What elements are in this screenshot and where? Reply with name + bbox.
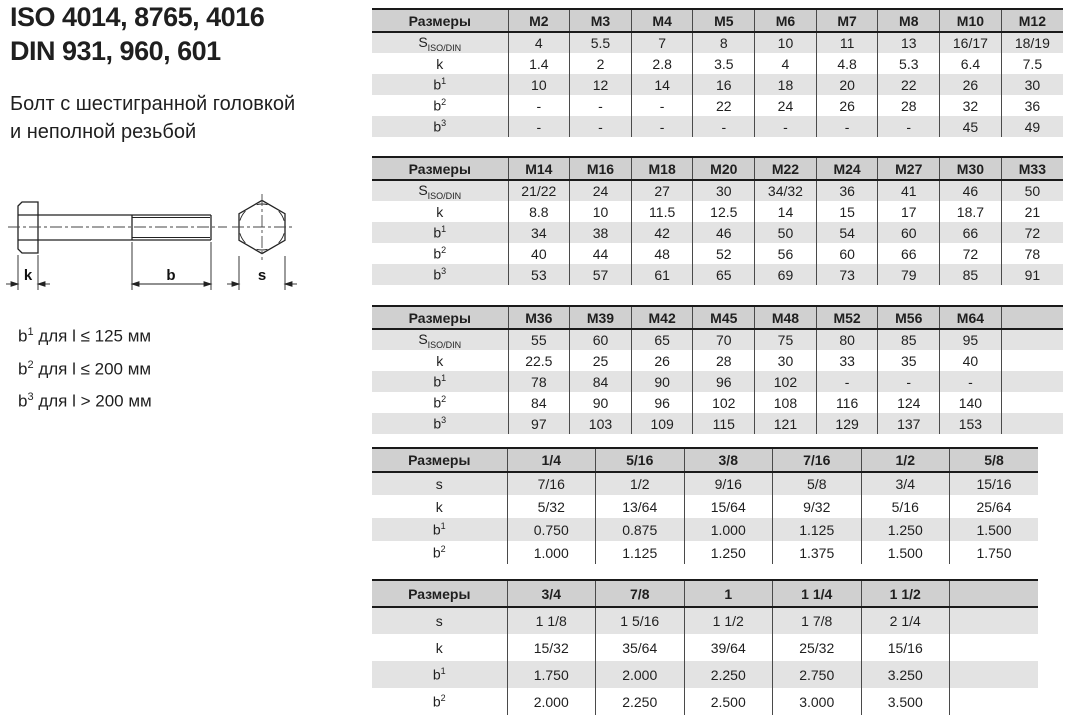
- value-cell: -: [570, 95, 632, 116]
- value-cell: 36: [816, 180, 878, 201]
- dimension-row-k: [372, 495, 1038, 518]
- dimension-row-k: [372, 350, 1063, 371]
- value-cell: 4: [755, 53, 817, 74]
- size-header-M45: M45: [693, 306, 755, 329]
- size-header-M64: M64: [940, 306, 1002, 329]
- value-cell: 15/64: [684, 495, 773, 518]
- value-cell: 116: [816, 392, 878, 413]
- row-label-cell: $b^3$: [372, 264, 508, 285]
- value-cell: 102: [755, 371, 817, 392]
- value-cell: 25/64: [950, 495, 1039, 518]
- value-cell: -: [570, 116, 632, 137]
- value-cell: -: [631, 116, 693, 137]
- value-cell: 2.000: [507, 688, 596, 715]
- size-header-5-8: 5/8: [950, 448, 1039, 472]
- value-cell: 1.750: [507, 661, 596, 688]
- value-cell: 1.375: [773, 541, 862, 564]
- value-cell: 14: [755, 201, 817, 222]
- size-header-1-2: 1/2: [861, 448, 950, 472]
- row-label-cell: k: [436, 55, 444, 72]
- row-label-cell: s: [372, 472, 507, 495]
- size-header-M2: M2: [508, 9, 570, 32]
- value-cell: 72: [940, 243, 1002, 264]
- value-cell: 103: [570, 413, 632, 434]
- value-cell: 60: [816, 243, 878, 264]
- value-cell: 115: [693, 413, 755, 434]
- value-cell: 1 5/16: [596, 607, 685, 634]
- value-cell: 50: [755, 222, 817, 243]
- value-cell: [950, 607, 1039, 634]
- size-header-M8: M8: [878, 9, 940, 32]
- value-cell: 4: [508, 32, 570, 53]
- value-cell: 46: [940, 180, 1002, 201]
- value-cell: 61: [631, 264, 693, 285]
- size-header-1-4: 1/4: [507, 448, 596, 472]
- value-cell: 140: [940, 392, 1002, 413]
- value-cell: 102: [693, 392, 755, 413]
- value-cell: -: [940, 371, 1002, 392]
- value-cell: 18.7: [940, 201, 1002, 222]
- value-cell: 109: [631, 413, 693, 434]
- dimension-row-b3: [372, 413, 1063, 434]
- value-cell: 78: [508, 371, 570, 392]
- value-cell: 153: [940, 413, 1002, 434]
- subtitle-line-2: и неполной резьбой: [10, 121, 197, 143]
- value-cell: -: [878, 116, 940, 137]
- value-cell: 13: [878, 32, 940, 53]
- row-label-cell: k: [435, 639, 443, 656]
- size-header-M22: M22: [755, 157, 817, 180]
- row-label-cell: $b^2$: [432, 693, 446, 710]
- table-metric-m36-m64: [372, 305, 1063, 434]
- bolt-technical-drawing: [5, 186, 325, 301]
- size-header-M6: M6: [755, 9, 817, 32]
- header-label-cell: Размеры: [372, 306, 508, 329]
- subtitle: [10, 90, 295, 146]
- value-cell: 121: [755, 413, 817, 434]
- row-label-cell: $b^2$: [433, 245, 447, 262]
- dimension-row-b1: [372, 518, 1038, 541]
- value-cell: -: [816, 371, 878, 392]
- value-cell: 53: [508, 264, 570, 285]
- row-label-cell: $b^3$: [372, 413, 508, 434]
- value-cell: 15/32: [507, 634, 596, 661]
- note-b3: $b^3$ для l > 200 мм: [18, 391, 152, 411]
- value-cell: 30: [755, 350, 817, 371]
- value-cell: [950, 688, 1039, 715]
- row-label-cell: $b^1$: [372, 222, 508, 243]
- value-cell: -: [508, 116, 570, 137]
- size-header-1: 1: [684, 580, 773, 607]
- row-label-cell: $S_{ISO/DIN}$: [372, 180, 508, 201]
- value-cell: 21: [1001, 201, 1063, 222]
- value-cell: 26: [816, 95, 878, 116]
- size-header-M24: M24: [816, 157, 878, 180]
- row-label-cell: $b^1$: [372, 74, 508, 95]
- value-cell: [950, 634, 1039, 661]
- value-cell: 15/16: [950, 472, 1039, 495]
- table-metric-m14-m33: [372, 156, 1063, 285]
- value-cell: 52: [693, 243, 755, 264]
- value-cell: 22: [878, 74, 940, 95]
- value-cell: 108: [755, 392, 817, 413]
- row-label-cell: $b^2$: [432, 544, 446, 561]
- value-cell: 34/32: [755, 180, 817, 201]
- value-cell: 5.3: [878, 53, 940, 74]
- value-cell: 15/16: [861, 634, 950, 661]
- value-cell: 1 1/8: [507, 607, 596, 634]
- value-cell: 1.750: [950, 541, 1039, 564]
- header-row: [372, 448, 1038, 472]
- size-header-M27: M27: [878, 157, 940, 180]
- table-metric-m2-m12: [372, 8, 1063, 137]
- value-cell: 50: [1001, 180, 1063, 201]
- value-cell: 15: [816, 201, 878, 222]
- value-cell: 10: [570, 201, 632, 222]
- dimension-label-k: k: [23, 267, 33, 284]
- value-cell: 69: [755, 264, 817, 285]
- value-cell: 96: [693, 371, 755, 392]
- dimension-row-s: [372, 472, 1038, 495]
- table-imperial-quarter-to-fiveeighths: [372, 447, 1038, 564]
- size-header-M7: M7: [816, 9, 878, 32]
- row-label-cell: k: [436, 352, 444, 369]
- row-label-cell: $b^2$: [433, 394, 447, 411]
- row-label-cell: $S_{ISO/DIN}$: [372, 32, 508, 53]
- size-header-M10: M10: [940, 9, 1002, 32]
- header-row: [372, 157, 1063, 180]
- value-cell: 65: [631, 329, 693, 350]
- value-cell: 40: [940, 350, 1002, 371]
- size-header-1-1-2: 1 1/2: [861, 580, 950, 607]
- value-cell: 26: [940, 74, 1002, 95]
- dimension-row-S: [372, 329, 1063, 350]
- value-cell: 40: [508, 243, 570, 264]
- header-label-cell: Размеры: [372, 157, 508, 180]
- size-header-M20: M20: [693, 157, 755, 180]
- value-cell: 30: [693, 180, 755, 201]
- value-cell: 80: [816, 329, 878, 350]
- value-cell: 18: [755, 74, 817, 95]
- header-label-cell: Размеры: [372, 9, 508, 32]
- value-cell: 90: [631, 371, 693, 392]
- dimension-row-b2: [372, 95, 1063, 116]
- size-header-M48: M48: [755, 306, 817, 329]
- value-cell: 1.4: [508, 53, 570, 74]
- value-cell: 30: [1001, 74, 1063, 95]
- value-cell: -: [508, 95, 570, 116]
- value-cell: 85: [878, 329, 940, 350]
- dimension-label-b: b: [166, 267, 176, 284]
- note-b1: $b^1$ для l ≤ 125 мм: [18, 326, 152, 346]
- row-label-cell: k: [435, 498, 443, 515]
- value-cell: 26: [631, 350, 693, 371]
- size-header-3-8: 3/8: [684, 448, 773, 472]
- value-cell: [950, 661, 1039, 688]
- value-cell: 1.500: [861, 541, 950, 564]
- value-cell: 0.750: [507, 518, 596, 541]
- dimension-row-k: [372, 201, 1063, 222]
- value-cell: 4.8: [816, 53, 878, 74]
- dimension-row-b2: [372, 243, 1063, 264]
- size-header-M5: M5: [693, 9, 755, 32]
- value-cell: 49: [1001, 116, 1063, 137]
- value-cell: 95: [940, 329, 1002, 350]
- thread-length-notes: [18, 318, 152, 416]
- bolt-side-view: [18, 202, 211, 253]
- dimension-row-k: [372, 634, 1038, 661]
- dimension-row-S: [372, 32, 1063, 53]
- value-cell: 84: [508, 392, 570, 413]
- value-cell: 24: [755, 95, 817, 116]
- value-cell: 27: [631, 180, 693, 201]
- dimension-row-S: [372, 180, 1063, 201]
- value-cell: 32: [940, 95, 1002, 116]
- size-header-M4: M4: [631, 9, 693, 32]
- value-cell: 28: [693, 350, 755, 371]
- value-cell: 1 7/8: [773, 607, 862, 634]
- value-cell: 34: [508, 222, 570, 243]
- subtitle-line-1: Болт с шестигранной головкой: [10, 93, 296, 115]
- dimension-row-b1: [372, 74, 1063, 95]
- dimension-row-b2: [372, 392, 1063, 413]
- bolt-end-view: [232, 194, 292, 260]
- value-cell: [1001, 350, 1063, 371]
- value-cell: 12: [570, 74, 632, 95]
- value-cell: 11.5: [631, 201, 693, 222]
- header-row: [372, 306, 1063, 329]
- value-cell: 2: [570, 53, 632, 74]
- value-cell: 1 1/2: [684, 607, 773, 634]
- value-cell: -: [631, 95, 693, 116]
- size-header-M30: M30: [940, 157, 1002, 180]
- value-cell: 39/64: [684, 634, 773, 661]
- value-cell: 2.250: [684, 661, 773, 688]
- size-header-empty: [1001, 306, 1063, 329]
- value-cell: 42: [631, 222, 693, 243]
- dimension-row-b3: [372, 116, 1063, 137]
- size-header-M16: M16: [570, 157, 632, 180]
- value-cell: 55: [508, 329, 570, 350]
- value-cell: 70: [693, 329, 755, 350]
- size-header-7-8: 7/8: [596, 580, 685, 607]
- value-cell: 16: [693, 74, 755, 95]
- value-cell: 1.125: [596, 541, 685, 564]
- value-cell: 124: [878, 392, 940, 413]
- row-label-cell: $b^1$: [372, 661, 507, 688]
- dimension-row-b2: [372, 688, 1038, 715]
- row-label-cell: $S_{ISO/DIN}$: [372, 329, 508, 350]
- value-cell: 2.500: [684, 688, 773, 715]
- value-cell: 44: [570, 243, 632, 264]
- size-header-empty: [950, 580, 1039, 607]
- value-cell: 1/2: [596, 472, 685, 495]
- size-header-M3: M3: [570, 9, 632, 32]
- value-cell: -: [755, 116, 817, 137]
- value-cell: 22: [693, 95, 755, 116]
- value-cell: [1001, 329, 1063, 350]
- value-cell: 73: [816, 264, 878, 285]
- value-cell: 2.250: [596, 688, 685, 715]
- value-cell: 13/64: [596, 495, 685, 518]
- size-header-M39: M39: [570, 306, 632, 329]
- value-cell: 33: [816, 350, 878, 371]
- value-cell: 9/32: [773, 495, 862, 518]
- row-label-cell: $b^2$: [433, 97, 447, 114]
- size-header-M12: M12: [1001, 9, 1063, 32]
- value-cell: 14: [631, 74, 693, 95]
- value-cell: 10: [508, 74, 570, 95]
- size-header-1-1-4: 1 1/4: [773, 580, 862, 607]
- value-cell: 60: [570, 329, 632, 350]
- size-header-M42: M42: [631, 306, 693, 329]
- value-cell: 36: [1001, 95, 1063, 116]
- value-cell: [1001, 371, 1063, 392]
- value-cell: 41: [878, 180, 940, 201]
- value-cell: 10: [755, 32, 817, 53]
- header-row: [372, 9, 1063, 32]
- title-iso: ISO 4014, 8765, 4016: [10, 2, 265, 32]
- dimension-row-b1: [372, 371, 1063, 392]
- dimension-row-b3: [372, 264, 1063, 285]
- value-cell: 96: [631, 392, 693, 413]
- value-cell: 85: [940, 264, 1002, 285]
- value-cell: 65: [693, 264, 755, 285]
- size-header-M36: M36: [508, 306, 570, 329]
- value-cell: 1.125: [773, 518, 862, 541]
- value-cell: 137: [878, 413, 940, 434]
- value-cell: 1.000: [684, 518, 773, 541]
- size-header-5-16: 5/16: [596, 448, 685, 472]
- size-header-M33: M33: [1001, 157, 1063, 180]
- value-cell: 3/4: [861, 472, 950, 495]
- value-cell: 2.750: [773, 661, 862, 688]
- value-cell: 1.250: [684, 541, 773, 564]
- value-cell: 24: [570, 180, 632, 201]
- value-cell: 5/8: [773, 472, 862, 495]
- dimension-row-s: [372, 607, 1038, 634]
- size-header-3-4: 3/4: [507, 580, 596, 607]
- value-cell: 20: [816, 74, 878, 95]
- value-cell: 2.8: [631, 53, 693, 74]
- dimension-row-b2: [372, 541, 1038, 564]
- value-cell: 5/32: [507, 495, 596, 518]
- note-b2: $b^2$ для l ≤ 200 мм: [18, 358, 152, 379]
- value-cell: 38: [570, 222, 632, 243]
- value-cell: 28: [878, 95, 940, 116]
- value-cell: 75: [755, 329, 817, 350]
- row-label-cell: k: [436, 203, 444, 220]
- value-cell: -: [878, 371, 940, 392]
- value-cell: 91: [1001, 264, 1063, 285]
- value-cell: 35/64: [596, 634, 685, 661]
- value-cell: 35: [878, 350, 940, 371]
- header-label-cell: Размеры: [372, 580, 507, 607]
- dimension-row-b1: [372, 661, 1038, 688]
- value-cell: 97: [508, 413, 570, 434]
- value-cell: 72: [1001, 222, 1063, 243]
- value-cell: 5/16: [861, 495, 950, 518]
- value-cell: 57: [570, 264, 632, 285]
- value-cell: 18/19: [1001, 32, 1063, 53]
- value-cell: 17: [878, 201, 940, 222]
- value-cell: 1.500: [950, 518, 1039, 541]
- value-cell: 25/32: [773, 634, 862, 661]
- value-cell: 6.4: [940, 53, 1002, 74]
- value-cell: 78: [1001, 243, 1063, 264]
- value-cell: 48: [631, 243, 693, 264]
- value-cell: 129: [816, 413, 878, 434]
- size-header-M52: M52: [816, 306, 878, 329]
- value-cell: 2.000: [596, 661, 685, 688]
- row-label-cell: $b^3$: [372, 116, 508, 137]
- header-label-cell: Размеры: [372, 448, 507, 472]
- value-cell: 8: [693, 32, 755, 53]
- value-cell: 3.5: [693, 53, 755, 74]
- value-cell: 46: [693, 222, 755, 243]
- size-header-M18: M18: [631, 157, 693, 180]
- header-row: [372, 580, 1038, 607]
- value-cell: 3.000: [773, 688, 862, 715]
- dimension-row-b1: [372, 222, 1063, 243]
- value-cell: 3.500: [861, 688, 950, 715]
- dimension-row-k: [372, 53, 1063, 74]
- value-cell: [1001, 392, 1063, 413]
- value-cell: 3.250: [861, 661, 950, 688]
- row-label-cell: $b^1$: [372, 371, 508, 392]
- value-cell: 90: [570, 392, 632, 413]
- value-cell: 1.000: [507, 541, 596, 564]
- value-cell: -: [693, 116, 755, 137]
- value-cell: 5.5: [570, 32, 632, 53]
- row-label-cell: s: [372, 607, 507, 634]
- value-cell: [1001, 413, 1063, 434]
- row-label-cell: $b^1$: [372, 518, 507, 541]
- value-cell: 1.250: [861, 518, 950, 541]
- value-cell: 7: [631, 32, 693, 53]
- value-cell: 79: [878, 264, 940, 285]
- value-cell: 0.875: [596, 518, 685, 541]
- size-header-M14: M14: [508, 157, 570, 180]
- size-header-7-16: 7/16: [773, 448, 862, 472]
- value-cell: 8.8: [508, 201, 570, 222]
- value-cell: 54: [816, 222, 878, 243]
- value-cell: 2 1/4: [861, 607, 950, 634]
- value-cell: 25: [570, 350, 632, 371]
- value-cell: 9/16: [684, 472, 773, 495]
- value-cell: 16/17: [940, 32, 1002, 53]
- value-cell: 66: [878, 243, 940, 264]
- value-cell: 21/22: [508, 180, 570, 201]
- dimension-label-s: s: [257, 267, 267, 284]
- value-cell: 66: [940, 222, 1002, 243]
- value-cell: 60: [878, 222, 940, 243]
- value-cell: 12.5: [693, 201, 755, 222]
- value-cell: 22.5: [508, 350, 570, 371]
- size-header-M56: M56: [878, 306, 940, 329]
- value-cell: 11: [816, 32, 878, 53]
- value-cell: 7.5: [1001, 53, 1063, 74]
- table-imperial-threequarters-to-oneandhalf: [372, 579, 1038, 715]
- value-cell: 84: [570, 371, 632, 392]
- value-cell: 45: [940, 116, 1002, 137]
- value-cell: 7/16: [507, 472, 596, 495]
- value-cell: 56: [755, 243, 817, 264]
- title-din: DIN 931, 960, 601: [10, 36, 221, 66]
- value-cell: -: [816, 116, 878, 137]
